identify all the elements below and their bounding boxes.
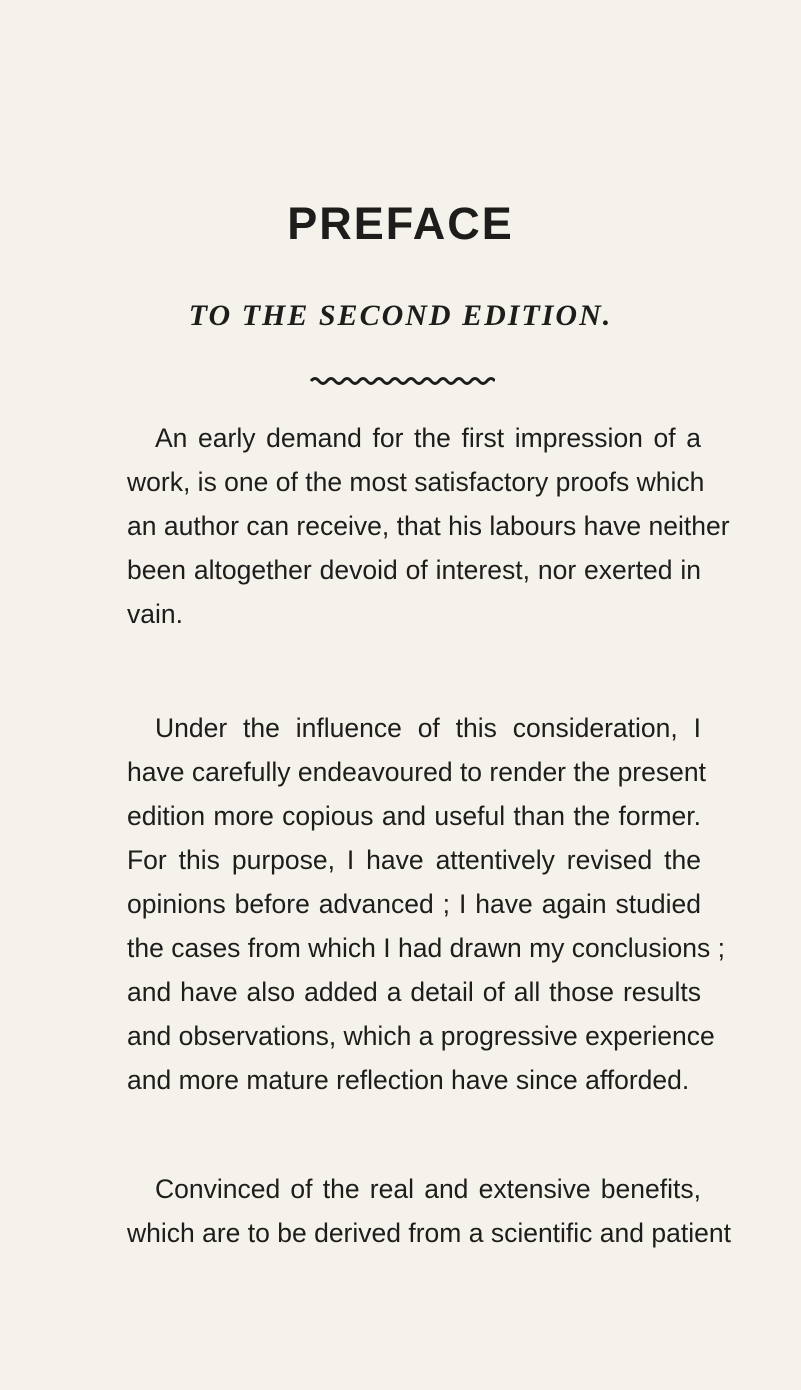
paragraph-line: For this purpose, I have attentively revised the [127, 845, 701, 875]
paragraph-line: the cases from which I had drawn my conclusions ; [127, 933, 725, 963]
paragraph-line: and more mature reflection have since afforded. [127, 1065, 690, 1095]
paragraph-line: vain. [127, 599, 183, 629]
paragraph-line: edition more copious and useful than the former. [127, 801, 701, 831]
paragraph-line: have carefully endeavoured to render the present [127, 757, 706, 787]
paragraph-line: An early demand for the first impression of a [155, 423, 701, 453]
paragraph-line: opinions before advanced ; I have again studied [127, 889, 701, 919]
page-subtitle: TO THE SECOND EDITION. [188, 299, 613, 332]
page-title: PREFACE [287, 198, 514, 249]
paragraph-1 [127, 416, 730, 636]
paragraph-2 [127, 706, 725, 1102]
paragraph-line: which are to be derived from a scientific and patient [127, 1218, 731, 1248]
wavy-rule-ornament-icon [309, 374, 495, 388]
paragraph-line: an author can receive, that his labours have neither [127, 511, 730, 541]
paragraph-line: and observations, which a progressive experience [127, 1021, 715, 1051]
paragraph-line: work, is one of the most satisfactory proofs which [127, 467, 705, 497]
paragraph-line: and have also added a detail of all those results [127, 977, 701, 1007]
paragraph-line: been altogether devoid of interest, nor exerted in [127, 555, 701, 585]
paragraph-3 [127, 1167, 731, 1255]
paragraph-line: Convinced of the real and extensive benefits, [155, 1174, 701, 1204]
paragraph-line: Under the influence of this consideration, I [155, 713, 701, 743]
